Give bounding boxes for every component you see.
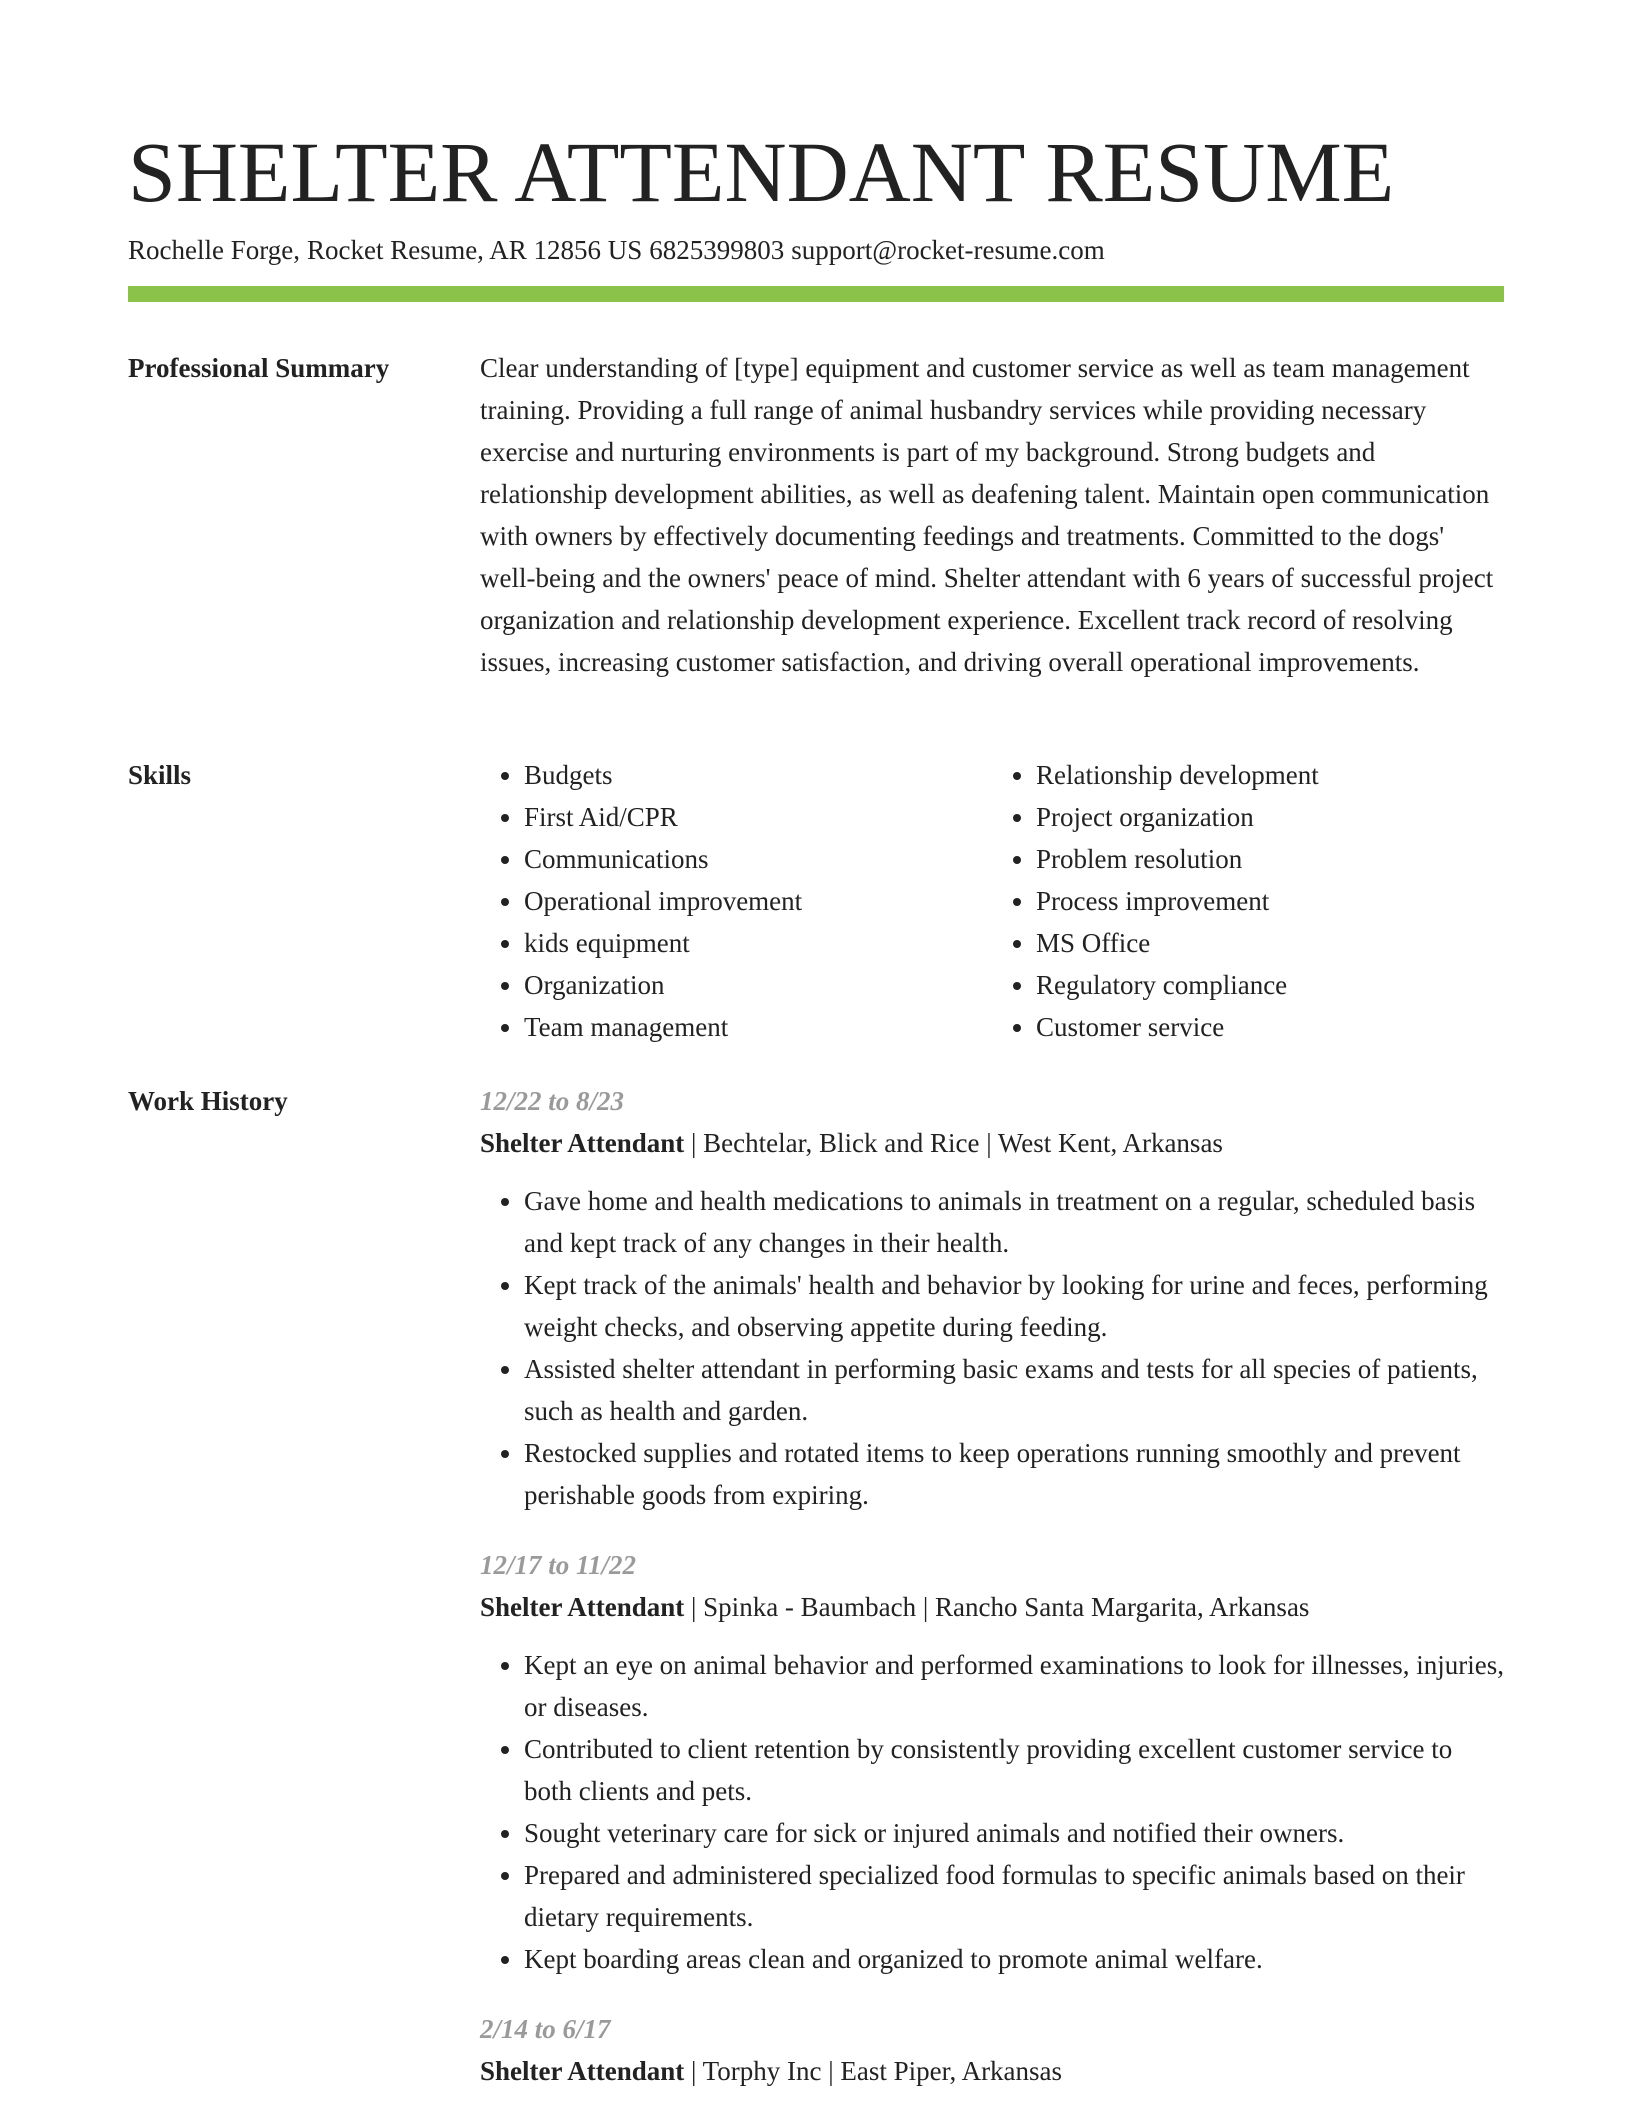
skill-item: • Operational improvement — [524, 880, 992, 922]
job-duty: • Gave home and health medications to animals in treatment on a regular, scheduled basis and kept track of any changes in their health. — [524, 1180, 1504, 1264]
skill-item: • Process improvement — [1036, 880, 1504, 922]
job-title: Shelter Attendant — [480, 1128, 685, 1158]
job-duty: • Contributed to client retention by consistently providing excellent customer service to both clients and pets. — [524, 1728, 1504, 1812]
job-duty: • Kept an eye on animal behavior and performed examinations to look for illnesses, injuries, or diseases. — [524, 1644, 1504, 1728]
job-dates: 12/17 to 11/22 — [480, 1550, 637, 1580]
contact-name: Rochelle Forge, — [128, 235, 300, 265]
work-history-heading: Work History — [128, 1086, 288, 1116]
job-title-line — [480, 2050, 1504, 2092]
contact-email: support@rocket-resume.com — [791, 235, 1105, 265]
job-duty: • Restocked supplies and rotated items to keep operations running smoothly and prevent perishable goods from expiring. — [524, 1432, 1504, 1516]
job-title-line — [480, 1122, 1504, 1164]
skill-item: • Problem resolution — [1036, 838, 1504, 880]
job-duty: • Prepared and administered specialized food formulas to specific animals based on their dietary requirements. — [524, 1854, 1504, 1938]
skill-item: • Relationship development — [1036, 754, 1504, 796]
contact-address: Rocket Resume, AR 12856 US — [306, 235, 643, 265]
job-employer-location: | Spinka - Baumbach | Rancho Santa Margarita, Arkansas — [684, 1592, 1310, 1622]
job-entry — [480, 1544, 1504, 1980]
skill-item: • Project organization — [1036, 796, 1504, 838]
job-dates: 12/22 to 8/23 — [480, 1086, 625, 1116]
summary-text: Clear understanding of [type] equipment and customer service as well as team management training. Providing a full range of animal husbandry services while providing necessary exercise and nurturing environments is part of my background. Strong budgets and relationship development abilities, as well as deafening talent. Maintain open communication with owners by effectively documenting feedings and treatments. Committed to the dogs' well-being and the owners' peace of mind. Shelter attendant with 6 years of successful project organization and relationship development experience. Excellent track record of resolving issues, increasing customer satisfaction, and driving overall operational improvements. — [480, 353, 1494, 677]
skill-item: • Regulatory compliance — [1036, 964, 1504, 1006]
resume-title: SHELTER ATTENDANT RESUME — [128, 124, 1395, 220]
job-duty: • Sought veterinary care for sick or injured animals and notified their owners. — [524, 1812, 1504, 1854]
work-history-body — [480, 1080, 1504, 2120]
job-dates: 2/14 to 6/17 — [480, 2014, 611, 2044]
summary-heading: Professional Summary — [128, 353, 390, 383]
job-employer-location: | Torphy Inc | East Piper, Arkansas — [684, 2056, 1063, 2086]
job-entry — [480, 2008, 1504, 2092]
summary-body — [480, 347, 1504, 683]
skills-body — [480, 754, 1504, 1048]
skills-list-right — [992, 754, 1504, 1048]
skill-item: • Team management — [524, 1006, 992, 1048]
job-title: Shelter Attendant — [480, 2056, 685, 2086]
skill-item: • MS Office — [1036, 922, 1504, 964]
skill-item: • kids equipment — [524, 922, 992, 964]
job-duty: • Assisted shelter attendant in performing basic exams and tests for all species of patients, such as health and garden. — [524, 1348, 1504, 1432]
skill-item: • Budgets — [524, 754, 992, 796]
skill-item: • First Aid/CPR — [524, 796, 992, 838]
skills-heading: Skills — [128, 760, 192, 790]
job-entry — [480, 1080, 1504, 1516]
skills-list-left — [480, 754, 992, 1048]
skill-item: • Communications — [524, 838, 992, 880]
job-duties-list — [480, 1644, 1504, 1980]
skill-item: • Customer service — [1036, 1006, 1504, 1048]
job-duty: • Kept track of the animals' health and behavior by looking for urine and feces, performing weight checks, and observing appetite during feeding. — [524, 1264, 1504, 1348]
skills-grid — [480, 754, 1504, 1048]
skill-item: • Organization — [524, 964, 992, 1006]
header-divider — [128, 286, 1504, 302]
job-title: Shelter Attendant — [480, 1592, 685, 1622]
job-duty: • Kept boarding areas clean and organized to promote animal welfare. — [524, 1938, 1504, 1980]
job-title-line — [480, 1586, 1504, 1628]
contact-phone: 6825399803 — [649, 235, 785, 265]
job-duties-list — [480, 1180, 1504, 1516]
contact-line — [128, 230, 1105, 270]
job-employer-location: | Bechtelar, Blick and Rice | West Kent, Arkansas — [684, 1128, 1223, 1158]
